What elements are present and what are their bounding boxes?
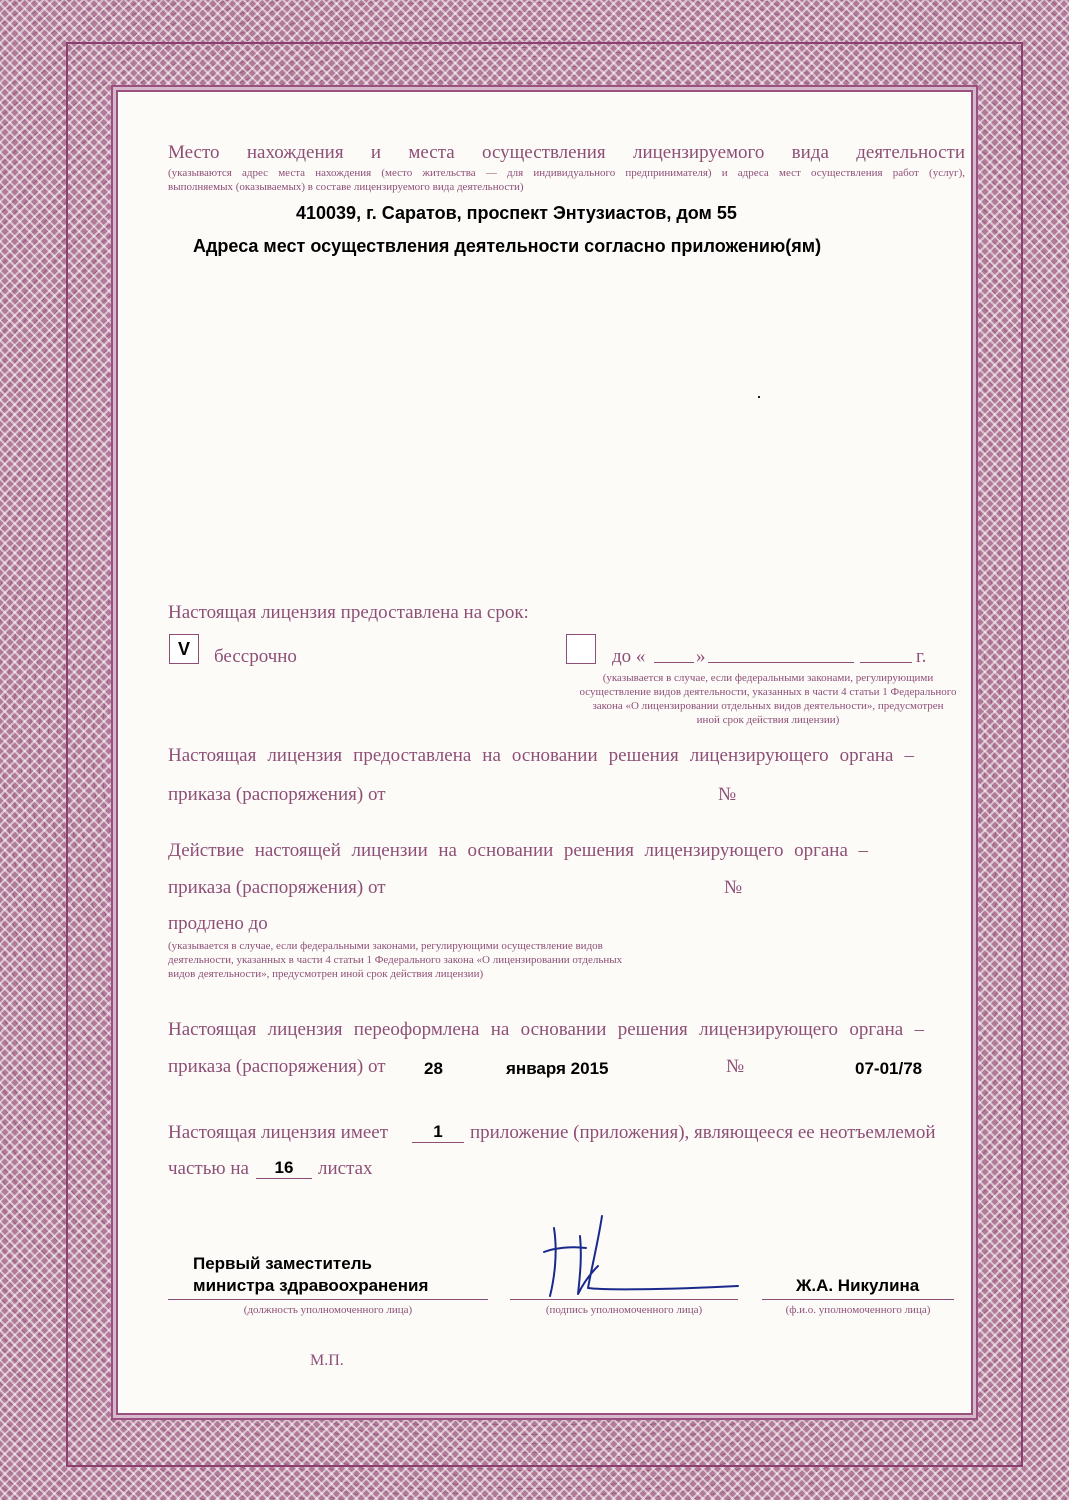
term-note-line3: закона «О лицензировании отдельных видов деятельности», предусмотрен	[592, 700, 944, 712]
signature-line	[510, 1299, 738, 1300]
seal-label: М.П.	[310, 1352, 344, 1369]
reissue-order-label: приказа (распоряжения) от	[168, 1056, 386, 1077]
position-line1: Первый заместитель	[193, 1254, 372, 1273]
term-note-line1: (указывается в случае, если федеральными законами, регулирующими	[602, 672, 934, 684]
basis-line1: Настоящая лицензия предоставлена на основании решения лицензирующего органа –	[168, 745, 914, 766]
location-heading: Место нахождения и места осуществления лицензируемого вида деятельности	[168, 142, 965, 163]
appendix-count: 1	[433, 1122, 443, 1141]
until-month-line	[708, 662, 854, 663]
extension-note-line2: деятельности, указанных в части 4 статьи 1 Федерального закона «О лицензировании отдельных	[168, 954, 623, 966]
until-day-line	[654, 662, 694, 663]
term-label: Настоящая лицензия предоставлена на срок:	[168, 602, 529, 623]
perpetual-label: бессрочно	[214, 646, 297, 667]
perpetual-check-mark: V	[177, 638, 190, 659]
position-line	[168, 1299, 488, 1300]
position-line2: министра здравоохранения	[193, 1276, 429, 1295]
appendix-sheets-line	[256, 1178, 312, 1179]
term-note-line2: осуществление видов деятельности, указанных в части 4 статьи 1 Федерального	[579, 686, 957, 698]
extension-number-label: №	[724, 877, 743, 898]
name-line	[762, 1299, 954, 1300]
reissue-number: 07-01/78	[855, 1059, 923, 1078]
perpetual-checkbox	[169, 634, 199, 664]
signature-caption: (подпись уполномоченного лица)	[545, 1304, 703, 1316]
signatory-name: Ж.А. Никулина	[796, 1276, 920, 1295]
appendix-sheets: 16	[274, 1158, 294, 1177]
basis-order-label: приказа (распоряжения) от	[168, 784, 386, 805]
appendix-text-before: Настоящая лицензия имеет	[168, 1122, 389, 1143]
until-checkbox	[566, 634, 596, 664]
ink-dot	[758, 396, 760, 398]
term-note-line4: иной срок действия лицензии)	[696, 714, 840, 726]
until-year-line	[860, 662, 912, 663]
location-address: 410039, г. Саратов, проспект Энтузиастов, дом 55	[296, 203, 737, 223]
location-addresses-ref: Адреса мест осуществления деятельности согласно приложению(ям)	[193, 236, 822, 256]
appendix-count-line	[412, 1142, 464, 1143]
name-caption: (ф.и.о. уполномоченного лица)	[785, 1304, 931, 1316]
appendix-text-after: приложение (приложения), являющееся ее неотъемлемой	[470, 1122, 936, 1143]
extension-note-line1: (указывается в случае, если федеральными законами, регулирующими осуществление видов	[168, 940, 603, 952]
extension-line1: Действие настоящей лицензии на основании решения лицензирующего органа –	[168, 840, 868, 861]
extension-order-label: приказа (распоряжения) от	[168, 877, 386, 898]
reissue-number-label: №	[726, 1056, 745, 1077]
until-year-suffix: г.	[916, 646, 927, 667]
appendix-part-label: частью на	[168, 1158, 249, 1179]
appendix-sheets-label: листах	[318, 1158, 373, 1179]
extension-note-line3: видов деятельности», предусмотрен иной срок действия лицензии)	[168, 968, 484, 980]
signature-image	[510, 1196, 740, 1300]
extension-extended-label: продлено до	[168, 913, 268, 934]
reissue-line1: Настоящая лицензия переоформлена на основании решения лицензирующего органа –	[168, 1019, 924, 1040]
location-note-line2: выполняемых (оказываемых) в составе лицензируемого вида деятельности)	[168, 181, 524, 193]
position-caption: (должность уполномоченного лица)	[243, 1304, 413, 1316]
reissue-month-year: января 2015	[506, 1059, 609, 1078]
until-quote-close: »	[696, 646, 706, 667]
reissue-day: 28	[424, 1059, 443, 1078]
until-label: до «	[612, 646, 646, 667]
location-note-line1: (указываются адрес места нахождения (место жительства — для индивидуального предпринимателя) и адреса мест осуществления работ (услуг),	[168, 167, 965, 179]
basis-number-label: №	[718, 784, 737, 805]
